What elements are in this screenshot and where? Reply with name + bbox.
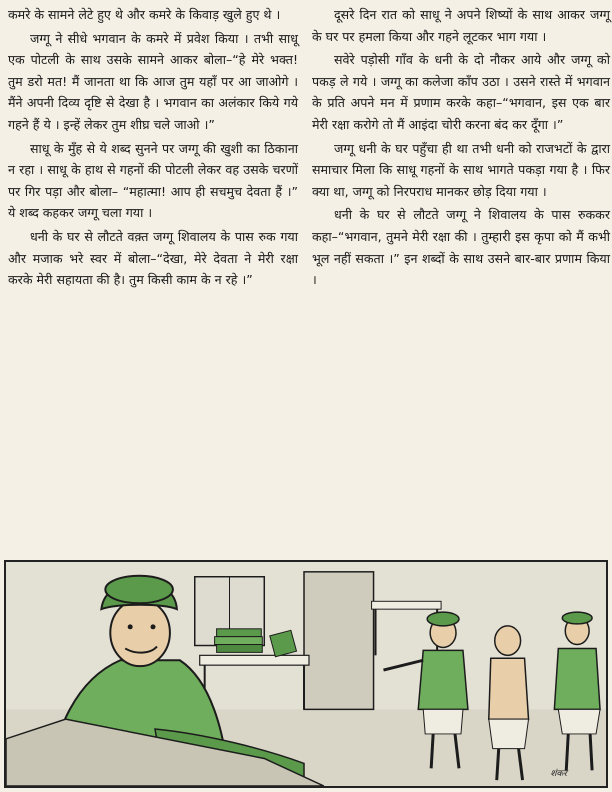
book [217, 645, 263, 653]
paragraph: जग्गू धनी के घर पहुँचा ही था तभी धनी को राजभटों के द्वारा समाचार मिला कि साधू गहनों के साथ भागते पकड़ा गया है । फिर क्या था, जग्गू को निरपराध मानकर छोड़ दिया गया । [312, 140, 610, 199]
paragraph: दूसरे दिन रात को साधू ने अपने शिष्यों के साथ आकर जग्गू के घर पर हमला किया और गहने लूटकर भाग गया । [312, 7, 610, 44]
paragraph: कमरे के सामने लेटे हुए थे और कमरे के किवाड़ खुले हुए थे । [8, 7, 281, 22]
doorway [304, 572, 374, 710]
illustration-drawing [6, 562, 606, 786]
book [217, 629, 262, 637]
artist-signature: शंकर [550, 769, 567, 780]
paragraph: धनी के घर से लौटते वक़्त जग्गू शिवालय के पास रुक गया और मजाक भरे स्वर में बोला–“देखा, मेरे देवता ने मेरी रक्षा करके मेरी सहायता की है। तुम किसी काम के न रहे ।” [8, 228, 298, 288]
bench [372, 601, 442, 609]
book [215, 637, 263, 645]
paragraph: जग्गू ने सीधे भगवान के कमरे में प्रवेश किया । तभी साधू एक पोटली के साथ उसके सामने आकर बोला–“हे मेरे भक्त! तुम डरो मत! मैं जानता था कि आज तुम यहाँ पर आ जाओगे । मैंने अपनी दिव्य दृष्टि से देखा है । भगवान का अलंकार किये गये गहने हैं ये । इन्हें लेकर तुम शीघ्र चले जाओ ।” [8, 30, 298, 132]
paragraph: सवेरे पड़ोसी गाँव के धनी के दो नौकर आये और जग्गू को पकड़ ले गये । जग्गू का कलेजा काँप उठा । उसने रास्ते में भगवान के प्रति अपने मन में प्रणाम करके कहा–“भगवान, इस एक बार मेरी रक्षा करोगे तो मैं आइंदा चोरी करना बंद कर दूँगा ।” [312, 52, 610, 132]
right-text-column [312, 4, 610, 293]
table [200, 655, 309, 665]
left-text-column [8, 4, 298, 293]
story-illustration [4, 560, 608, 788]
paragraph: साधू के मुँह से ये शब्द सुनने पर जग्गू की खुशी का ठिकाना न रहा । साधू के हाथ से गहनों की पोटली लेकर वह उसके चरणों पर गिर पड़ा और बोला– “महात्मा! आप ही सचमुच देवता हैं ।” ये शब्द कहकर जग्गू चला गया । [8, 140, 298, 221]
paragraph: धनी के घर से लौटते जग्गू ने शिवालय के पास रुककर कहा–“भगवान, तुमने मेरी रक्षा की । तुम्हारी इस कृपा को मैं कभी भूल नहीं सकता ।” इन शब्दों के साथ उसने बार-बार प्रणाम किया । [312, 207, 610, 288]
